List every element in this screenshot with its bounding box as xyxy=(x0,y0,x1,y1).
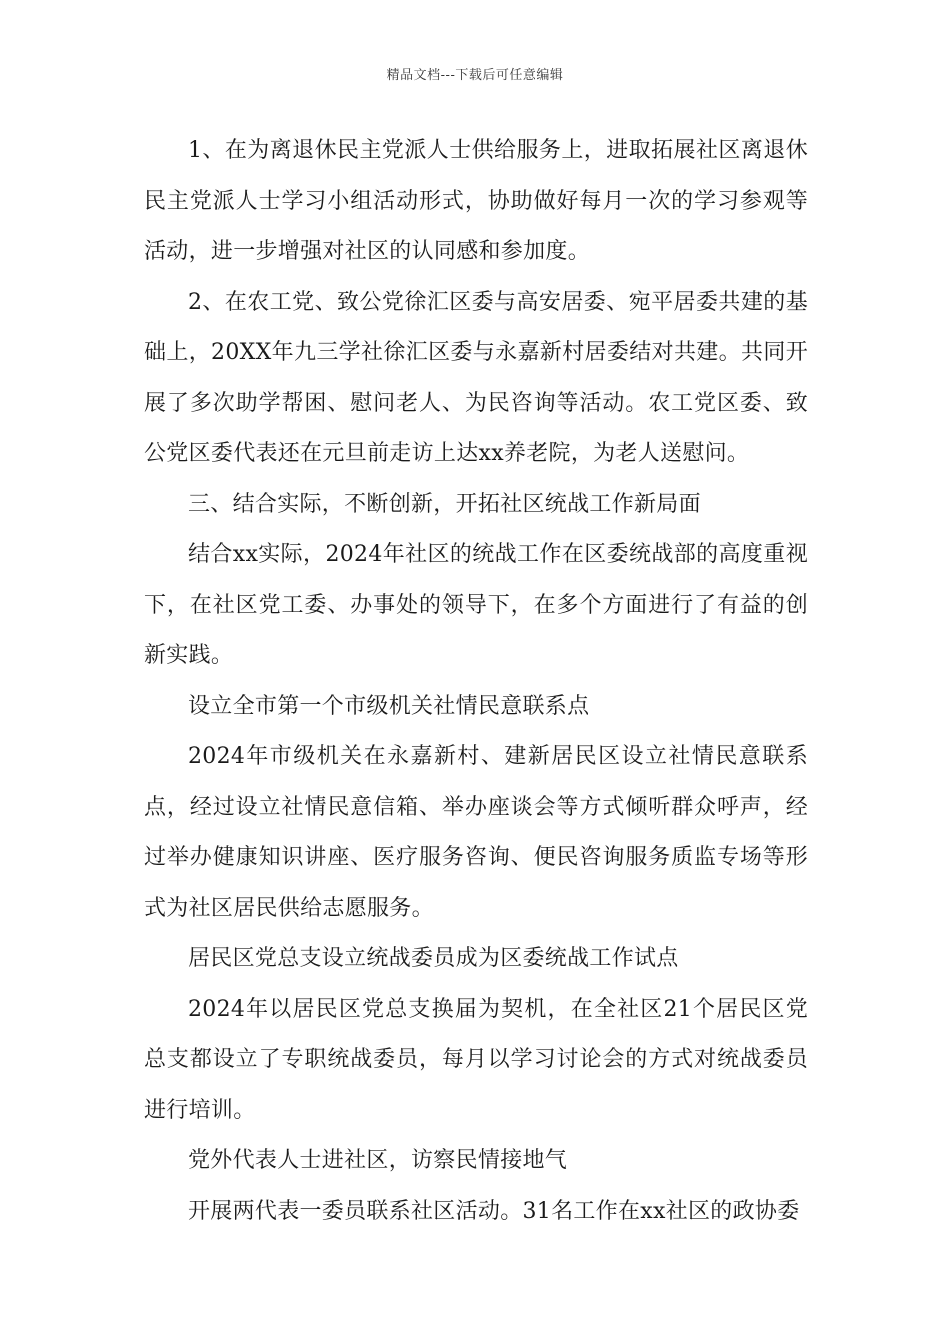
section-heading-3: 三、结合实际，不断创新，开拓社区统战工作新局面 xyxy=(188,491,701,517)
paragraph-4: 结合xx实际，2024年社区的统战工作在区委统战部的高度重视下，在社区党工委、办事处的领导下，在多个方面进行了有益的创新实践。 xyxy=(144,542,808,668)
subheading-7: 居民区党总支设立统战委员成为区委统战工作试点 xyxy=(188,946,679,971)
document-body xyxy=(144,126,808,1237)
subheading-9: 党外代表人士进社区，访察民情接地气 xyxy=(188,1148,568,1173)
paragraph-8: 2024年以居民区党总支换届为契机，在全社区21个居民区党总支都设立了专职统战委员，每月以学习讨论会的方式对统战委员进行培训。 xyxy=(144,996,808,1123)
paragraph-10: 开展两代表一委员联系社区活动。31名工作在xx社区的政协委 xyxy=(188,1198,800,1224)
paragraph-1: 1、在为离退休民主党派人士供给服务上，进取拓展社区离退休民主党派人士学习小组活动形式，协助做好每月一次的学习参观等活动，进一步增强对社区的认同感和参加度。 xyxy=(144,138,808,264)
subheading-5: 设立全市第一个市级机关社情民意联系点 xyxy=(188,693,590,719)
page-header: 精品文档---下载后可任意编辑 xyxy=(386,68,564,83)
paragraph-6: 2024年市级机关在永嘉新村、建新居民区设立社情民意联系点，经过设立社情民意信箱、举办座谈会等方式倾听群众呼声，经过举办健康知识讲座、医疗服务咨询、便民咨询服务质监专场等形式为社区居民供给志愿服务。 xyxy=(144,744,808,921)
paragraph-2: 2、在农工党、致公党徐汇区委与高安居委、宛平居委共建的基础上，20XX年九三学社徐汇区委与永嘉新村居委结对共建。共同开展了多次助学帮困、慰问老人、为民咨询等活动。农工党区委、致公党区委代表还在元旦前走访上达xx养老院，为老人送慰问。 xyxy=(144,289,808,466)
